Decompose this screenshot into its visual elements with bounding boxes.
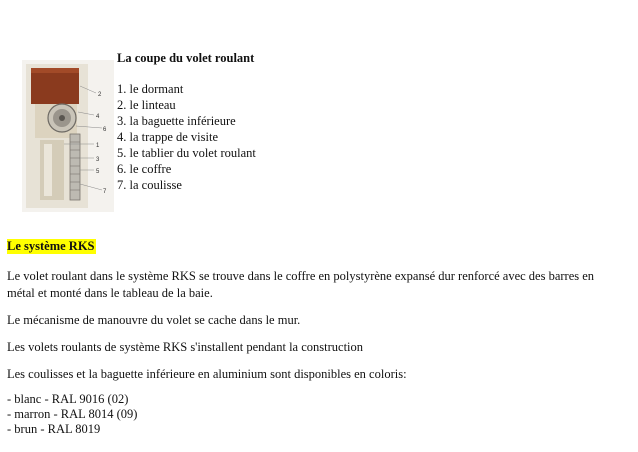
legend-item: 6. le coffre xyxy=(117,162,172,176)
color-options-list xyxy=(7,392,137,437)
legend-item: 2. le linteau xyxy=(117,98,176,112)
callout-1: 1 xyxy=(96,143,100,149)
paragraph: Les volets roulants de système RKS s'installent pendant la construction xyxy=(7,340,364,354)
paragraph: Le volet roulant dans le système RKS se trouve dans le coffre en polystyrène expansé dur renforcé avec des barres en métal et monté dans le tableau de la baie. xyxy=(7,269,595,300)
legend-item: 3. la baguette inférieure xyxy=(117,114,236,128)
callout-7: 7 xyxy=(103,189,107,195)
legend-item: 4. la trappe de visite xyxy=(117,130,219,144)
legend-item: 1. le dormant xyxy=(117,82,184,96)
callout-6: 6 xyxy=(103,127,107,133)
figure-legend xyxy=(117,81,256,193)
paragraph: Les coulisses et la baguette inférieure en aluminium sont disponibles en coloris: xyxy=(7,367,407,381)
color-option: - blanc - RAL 9016 (02) xyxy=(7,392,129,406)
section-heading: Le système RKS xyxy=(7,239,95,253)
callout-3: 3 xyxy=(96,157,100,163)
color-option: - marron - RAL 8014 (09) xyxy=(7,407,138,421)
callout-2: 2 xyxy=(98,92,102,98)
figure-title: La coupe du volet roulant xyxy=(117,51,255,65)
callout-5: 5 xyxy=(96,169,100,175)
lintel-block xyxy=(31,68,79,104)
callout-4: 4 xyxy=(96,114,100,120)
legend-item: 7. la coulisse xyxy=(117,178,182,192)
paragraph: Le mécanisme de manouvre du volet se cache dans le mur. xyxy=(7,313,301,327)
legend-item: 5. le tablier du volet roulant xyxy=(117,146,256,160)
color-option: - brun - RAL 8019 xyxy=(7,422,101,436)
roller-shutter-cross-section-image xyxy=(22,60,114,212)
